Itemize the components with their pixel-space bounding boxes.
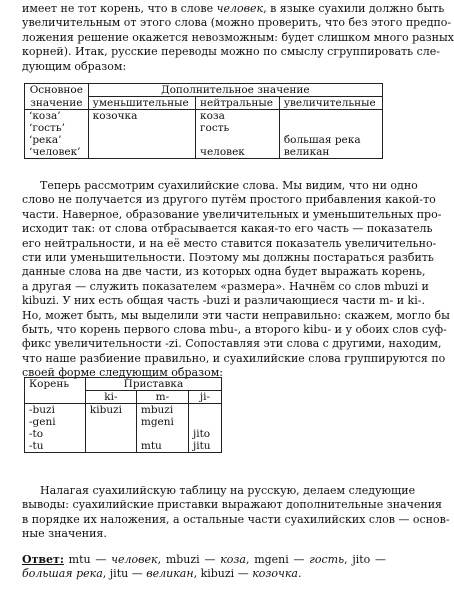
root-header: Корень bbox=[25, 378, 86, 404]
table-row: ‘коза’ козочка коза bbox=[25, 110, 383, 123]
answer-swahili-word: jito bbox=[352, 553, 371, 566]
answer-russian-word: гость bbox=[309, 553, 345, 566]
answer-russian-word: коза bbox=[220, 553, 246, 566]
prefix-ji: ji- bbox=[188, 391, 221, 404]
answer-swahili-word: mbuzi bbox=[165, 553, 200, 566]
intro-line-2: увеличительным от этого слова (можно проверить, что без этого предпо- bbox=[22, 16, 452, 30]
answer-swahili-word: mgeni bbox=[254, 553, 289, 566]
table-row: ‘река’ большая река bbox=[25, 134, 383, 146]
intro-line-5: дующим образом: bbox=[22, 59, 127, 73]
table-row: ‘гость’ гость bbox=[25, 122, 383, 134]
base-meaning-header: Основное bbox=[25, 84, 89, 97]
conclusion-paragraph: Налагая суахилийскую таблицу на русскую, делаем следующие выводы: суахилийские приставки выражают дополнительные значения в порядке их наложения, а остальные части суахилийских слов — основ- ные значения. bbox=[22, 484, 450, 541]
table-row: ‘человек’ человек великан bbox=[25, 146, 383, 159]
answer-swahili-word: jitu bbox=[109, 567, 129, 581]
answer-paragraph bbox=[22, 553, 386, 582]
analysis-paragraph: Теперь рассмотрим суахилийские слова. Мы видим, что ни одно слово не получается из другого путём простого прибавления какой-то части. Наверное, образование увеличительных и уменьшительных про- исходит так: от слова отбрасывается какая-то его часть — показатель его нейтральности, и на её место ставится показатель увеличительно- сти или уменьшительности. Поэтому мы должны постараться разбить данные слова на две части, из которых одна будет выражать корень, а другая — служить показателем «размера». Начнём со слов mbuzi и kibuzi. У них есть общая часть -buzi и различающиеся части m- и ki-. Но, может быть, мы выделили эти части неправильно: скажем, могло бы быть, что корень первого слова mbu-, а второго kibu- и у обоих слов суф- фикс увеличительности -zi. Сопоставляя эти слова с другими, находим, что наше разбиение правильно, и суахилийские слова группируются по своей форме следующим образом: bbox=[22, 179, 450, 380]
prefix-header: Приставка bbox=[85, 378, 221, 391]
answer-russian-word: козочка bbox=[252, 567, 298, 581]
intro-paragraph bbox=[22, 2, 454, 74]
sub-header-neut: нейтральные bbox=[196, 97, 280, 110]
additional-meaning-header: Дополнительное значение bbox=[88, 84, 382, 97]
italic-word: человек bbox=[216, 2, 264, 15]
intro-line-4: корней). Итак, русские переводы можно по смыслу сгруппировать сле- bbox=[22, 45, 440, 59]
answer-russian-word: человек bbox=[111, 553, 158, 566]
answer-text: Ответ: mtu — человек, mbuzi — коза, mgeni — гость, jito — большая река, jitu — великан, kibuzi — козочка. bbox=[22, 553, 387, 581]
prefix-m: m- bbox=[136, 391, 188, 404]
swahili-prefix-table bbox=[24, 377, 222, 453]
table-row: -geni mgeni bbox=[25, 416, 222, 428]
answer-label: Ответ: bbox=[22, 553, 64, 566]
intro-line-1: имеет не тот корень, что в слове человек, в языке суахили должно быть bbox=[22, 2, 445, 15]
sub-header-aug: увеличительные bbox=[279, 97, 382, 110]
russian-meanings-table bbox=[24, 83, 383, 159]
intro-line-3: ложения решение окажется невозможным: будет слишком много разных bbox=[22, 30, 454, 44]
answer-russian-word: большая река bbox=[22, 567, 103, 581]
table-row: -to jito bbox=[25, 428, 222, 440]
table-row: -buzi kibuzi mbuzi bbox=[25, 404, 222, 417]
answer-russian-word: великан bbox=[146, 567, 194, 581]
base-meaning-header-2: значение bbox=[25, 97, 89, 110]
table-row: -tu mtu jitu bbox=[25, 440, 222, 453]
sub-header-dim: уменьшительные bbox=[88, 97, 195, 110]
answer-swahili-word: mtu bbox=[68, 553, 91, 566]
answer-swahili-word: kibuzi bbox=[200, 567, 235, 581]
prefix-ki: ki- bbox=[85, 391, 136, 404]
